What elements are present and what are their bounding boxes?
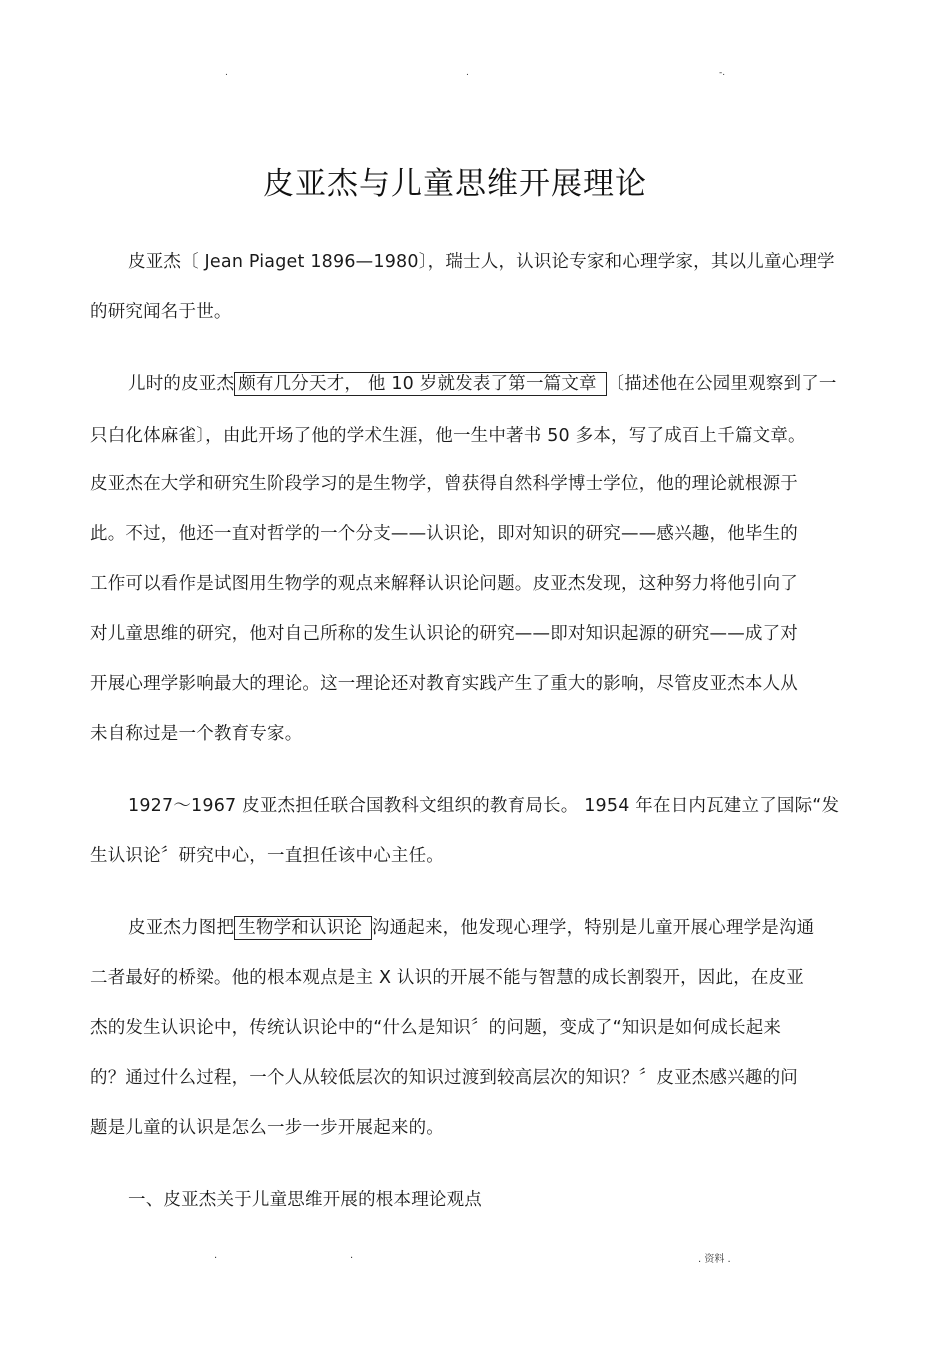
p2-line-1 (128, 370, 837, 395)
p4-line-1-post: 沟通起来，他发现心理学，特别是儿童开展心理学是沟通 (371, 918, 815, 938)
p3-line-2: 生认识论〞研究中心，一直担任该中心主任。 (90, 846, 444, 866)
section-heading: 一、皮亚杰关于儿童思维开展的根本理论观点 (128, 1190, 482, 1210)
p2-line-3: 皮亚杰在大学和研究生阶段学习的是生物学，曾获得自然科学博士学位，他的理论就根源于 (90, 474, 798, 494)
p4-line-2: 二者最好的桥梁。他的根本观点是主 X 认识的开展不能与智慧的成长割裂开，因此，在皮亚 (90, 968, 805, 988)
highlight-box-2: 生物学和认识论 (234, 916, 372, 940)
p2-line-7: 开展心理学影响最大的理论。这一理论还对教育实践产生了重大的影响，尽管皮亚杰本人从 (90, 674, 798, 694)
footer-mark-2: . (350, 1250, 354, 1261)
footer-mark-1: . (214, 1250, 218, 1261)
p1-line-1: 皮亚杰〔 Jean Piaget 1896—1980〕，瑞士人，认识论专家和心理学家，其以儿童心理学 (128, 252, 835, 272)
highlight-box-1: 颇有几分天才， 他 10 岁就发表了第一篇文章 (234, 372, 606, 396)
p2-line-2: 只白化体麻雀〕，由此开场了他的学术生涯，他一生中著书 50 多本，写了成百上千篇文章。 (90, 426, 806, 446)
p2-line-1-post: 〔描述他在公园里观察到了一 (606, 374, 837, 394)
footer-source-label: . 资料 . (698, 1254, 731, 1265)
p2-line-4: 此。不过，他还一直对哲学的一个分支——认识论，即对知识的研究——感兴趣，他毕生的 (90, 524, 798, 544)
p4-line-4: 的？通过什么过程，一个人从较低层次的知识过渡到较高层次的知识？〞皮亚杰感兴趣的问 (90, 1068, 798, 1088)
p2-line-8: 未自称过是一个教育专家。 (90, 724, 303, 744)
p4-line-5: 题是儿童的认识是怎么一步一步开展起来的。 (90, 1118, 444, 1138)
p4-line-1-pre: 皮亚杰力图把 (128, 918, 235, 938)
p2-line-6: 对儿童思维的研究，他对自己所称的发生认识论的研究——即对知识起源的研究——成了对 (90, 624, 798, 644)
p3-line-1: 1927～1967 皮亚杰担任联合国教科文组织的教育局长。 1954 年在日内瓦建立了国际“发 (128, 796, 840, 816)
p4-line-1 (128, 914, 814, 939)
header-mark-3: -. (719, 68, 726, 78)
p2-line-1-pre: 儿时的皮亚杰 (128, 374, 235, 394)
header-mark-1: . (225, 68, 228, 78)
p4-line-3: 杰的发生认识论中，传统认识论中的“什么是知识〞的问题，变成了“知识是如何成长起来 (90, 1018, 782, 1038)
header-mark-2: . (466, 68, 469, 78)
p2-line-5: 工作可以看作是试图用生物学的观点来解释认识论问题。皮亚杰发现，这种努力将他引向了 (90, 574, 798, 594)
p1-line-2: 的研究闻名于世。 (90, 302, 232, 322)
page-title: 皮亚杰与儿童思维开展理论 (263, 166, 647, 202)
